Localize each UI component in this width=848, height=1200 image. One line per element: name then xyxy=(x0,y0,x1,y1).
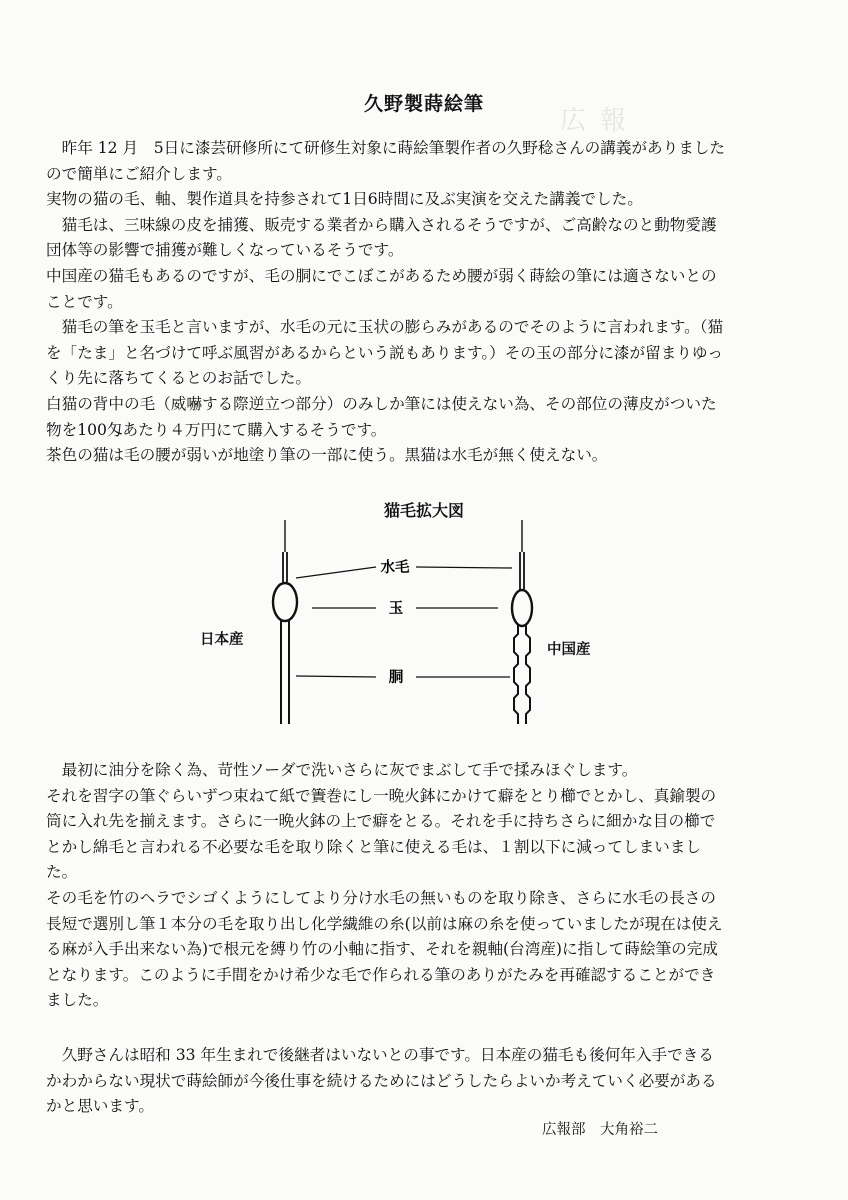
signature: 広報部 大角裕二 xyxy=(542,1122,658,1138)
paragraph: その毛を竹のヘラでシゴくようにしてより分け水毛の無いものを取り除き、さらに水毛の長さの長短で選別し筆１本分の毛を取り出し化学繊維の糸(以前は麻の糸を使っていましたが現在は使える麻が入手出来ない為)で根元を縛り竹の小軸に指す、それを親軸(台湾産)に指して蒔絵筆の完成となります。このように手間をかけ希少な毛で作られる筆のありがたみを再確認することができました。 xyxy=(46,888,723,1010)
intro-section xyxy=(46,136,726,469)
closing-section xyxy=(46,1043,726,1120)
label-ball: 玉 xyxy=(388,601,404,617)
page-title: 久野製蒔絵筆 xyxy=(363,92,484,115)
china-hair-strand xyxy=(512,520,532,724)
paragraph: それを習字の筆ぐらいずつ束ねて紙で簀巻にし一晩火鉢にかけて癖をとり櫛でとかし、真鍮製の筒に入れ先を揃えます。さらに一晩火鉢の上で癖をとる。それを手に持ちさらに細かな目の櫛でとかし綿毛と言われる不必要な毛を取り除くと筆に使える毛は、１割以下に減ってしまいました。 xyxy=(46,786,717,882)
label-japan: 日本産 xyxy=(200,632,244,648)
paragraph: 久野さんは昭和 33 年生まれで後継者はいないとの事です。日本産の猫毛も後何年入手できるかわからない現状で蒔絵師が今後仕事を続けるためにはどうしたらよいか考えていく必要があるかと思います。 xyxy=(46,1046,717,1116)
label-china: 中国産 xyxy=(547,642,591,658)
china-ball-shape xyxy=(512,590,532,626)
paragraph: 茶色の猫は毛の腰が弱いが地塗り筆の一部に使う。黒猫は水毛が無く使えない。 xyxy=(46,446,608,465)
label-body: 胴 xyxy=(388,670,404,686)
paragraph: 白猫の背中の毛（威嚇する際逆立つ部分）のみしか筆には使えない為、その部位の薄皮がついた物を100匁あたり４万円にて購入するそうです。 xyxy=(46,394,717,439)
japan-ball-shape xyxy=(273,583,297,621)
paragraph: 昨年 12 月 5日に漆芸研修所にて研修生対象に蒔絵筆製作者の久野稔さんの講義がありましたので簡単にご紹介します。 xyxy=(46,139,726,183)
china-bumpy-body xyxy=(514,624,530,724)
cat-hair-diagram xyxy=(180,512,640,732)
process-section xyxy=(46,758,726,1014)
japan-hair-strand xyxy=(273,520,297,724)
leader-lines xyxy=(296,567,512,677)
paragraph: 猫毛は、三味線の皮を捕獲、販売する業者から購入されるそうですが、ご高齢なのと動物愛護団体等の影響で捕獲が難しくなっているそうです。 xyxy=(46,215,717,260)
paragraph: 最初に油分を除く為、苛性ソーダで洗いさらに灰でまぶして手で揉みほぐします。 xyxy=(61,761,638,779)
paragraph: 中国産の猫毛もあるのですが、毛の胴にでこぼこがあるため腰が弱く蒔絵の筆には適さないとのことです。 xyxy=(46,266,717,311)
label-water-hair: 水毛 xyxy=(380,560,410,576)
paragraph: 猫毛の筆を玉毛と言いますが、水毛の元に玉状の膨らみがあるのでそのように言われます。（猫を「たま」と名づけて呼ぶ風習があるからという説もあります。）その玉の部分に漆が留まりゆっくり先に落ちてくるとのお話でした。 xyxy=(46,318,724,388)
paragraph: 実物の猫の毛、軸、製作道具を持参されて1日6時間に及ぶ実演を交えた講義でした。 xyxy=(46,190,643,209)
bleed-through-decoration: 広報 xyxy=(560,106,641,136)
figure-title: 猫毛拡大図 xyxy=(383,501,464,520)
